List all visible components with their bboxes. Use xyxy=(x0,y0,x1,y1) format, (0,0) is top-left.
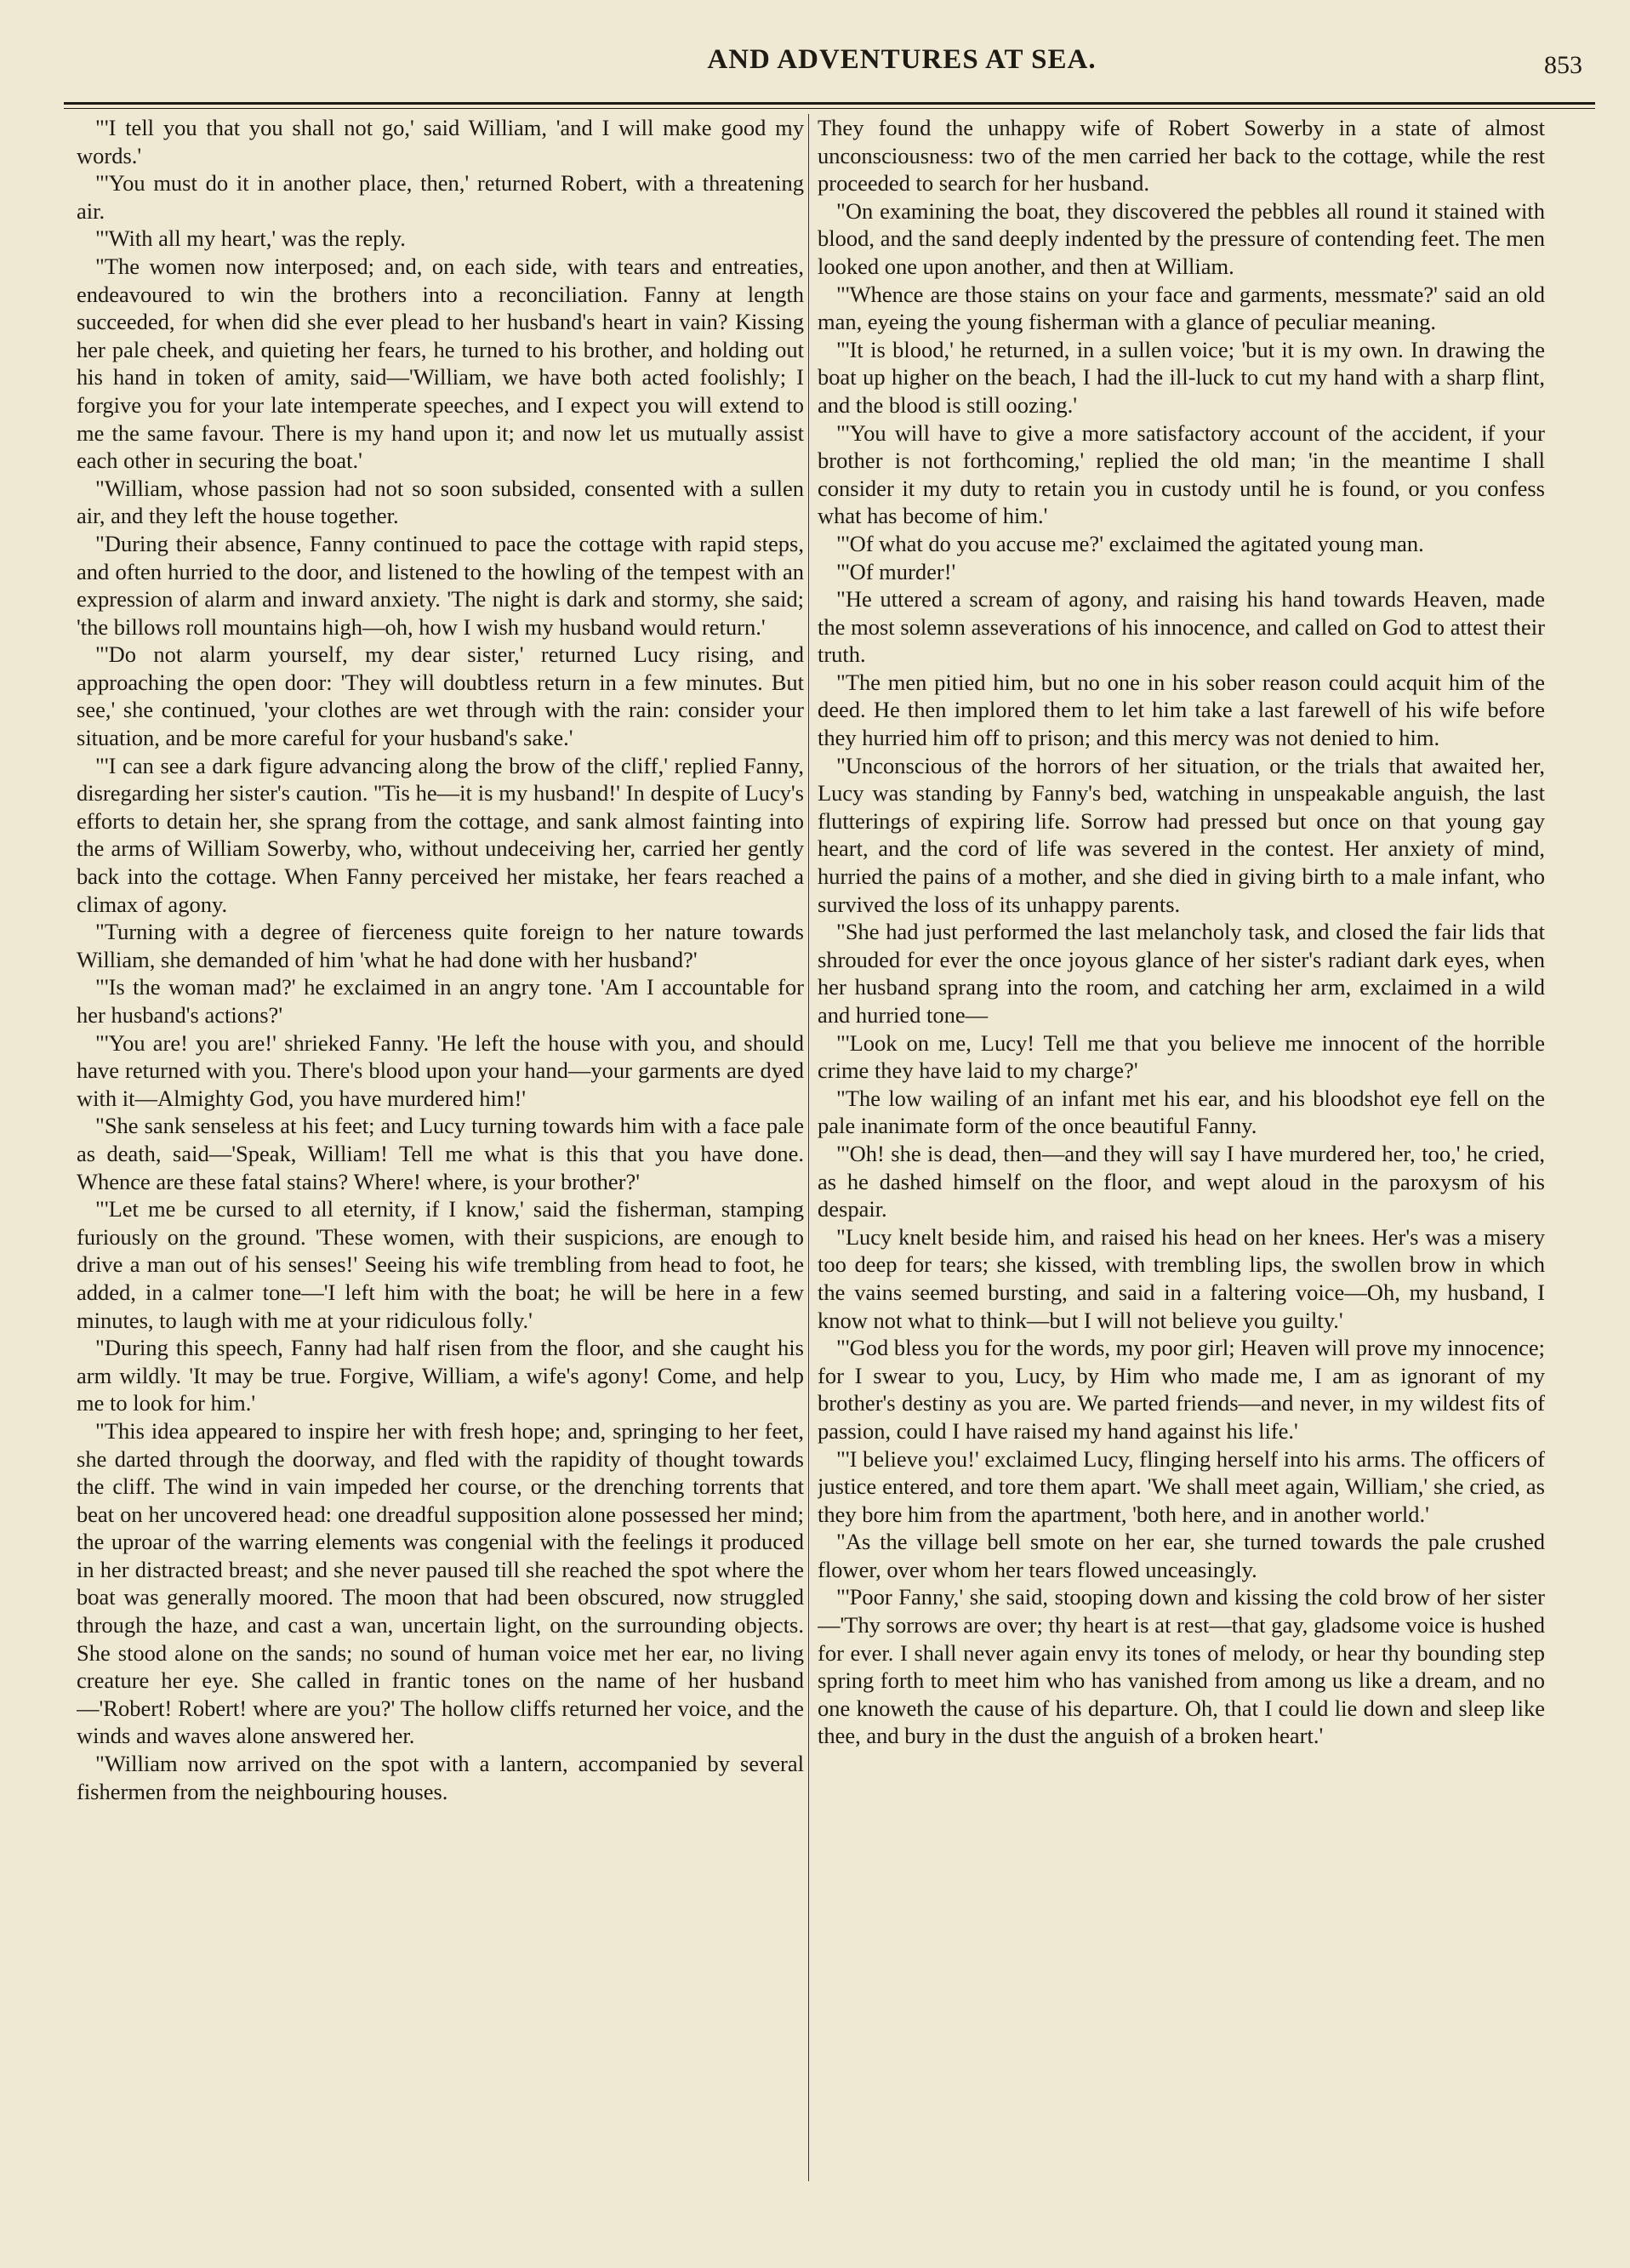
paragraph: "'Whence are those stains on your face and garments, messmate?' said an old man, eyeing the young fisherman with a glance of peculiar meaning. xyxy=(818,281,1545,335)
paragraph: "'Let me be cursed to all eternity, if I know,' said the fisherman, stamping furiously on the ground. 'These women, with their suspicions, are enough to drive a man out of his senses!' Seeing his wife trembling from head to foot, he added, in a calmer tone—'I left him with the boat; he will be here in a few minutes, to laugh with me at your ridiculous folly.' xyxy=(77,1196,804,1333)
column-divider xyxy=(808,114,809,2181)
paragraph: "During their absence, Fanny continued to pace the cottage with rapid steps, and often hurried to the door, and listened to the howling of the tempest with an expression of alarm and inward anxiety. 'The night is dark and stormy, she said; 'the billows roll mountains high—oh, how I wish my husband would return.' xyxy=(77,530,804,640)
paragraph: "On examining the boat, they discovered the pebbles all round it stained with blood, and the sand deeply indented by the pressure of contending feet. The men looked one upon another, and then at William. xyxy=(818,197,1545,279)
paragraph: "'Of murder!' xyxy=(836,558,956,584)
paragraph: "'Poor Fanny,' she said, stooping down and kissing the cold brow of her sister—'Thy sorrows are over; thy heart is at rest—that gay, gladsome voice is hushed for ever. I shall never again envy its tones of melody, or hear thy bounding step spring forth to meet him who has vanished from among us like a dream, and no one knoweth the cause of his departure. Oh, that I could lie down and sleep like thee, and bury in the dust the anguish of a broken heart.' xyxy=(818,1584,1545,1749)
paragraph: "'Is the woman mad?' he exclaimed in an angry tone. 'Am I accountable for her husband's actions?' xyxy=(77,974,804,1028)
paragraph: "'Look on me, Lucy! Tell me that you believe me innocent of the horrible crime they have laid to my charge?' xyxy=(818,1029,1545,1084)
paragraph: "'You are! you are!' shrieked Fanny. 'He left the house with you, and should have returned with you. There's blood upon your hand—your garments are dyed with it—Almighty God, you have murdered him!' xyxy=(77,1029,804,1111)
paragraph: "Unconscious of the horrors of her situation, or the trials that awaited her, Lucy was standing by Fanny's bed, watching in unspeakable anguish, the last flutterings of expiring life. Sorrow had pressed but once on that young gay heart, and the cord of life was severed in the contest. Her anxiety of mind, hurried the pains of a mother, and she died in giving birth to a male infant, who survived the loss of its unhappy parents. xyxy=(818,752,1545,917)
header-rule xyxy=(64,102,1595,105)
paragraph: They found the unhappy wife of Robert Sowerby in a state of almost unconsciousness: two of the men carried her back to the cottage, while the rest proceeded to search for her husband. xyxy=(818,115,1545,197)
page-number: 853 xyxy=(1544,51,1582,79)
paragraph: "The men pitied him, but no one in his sober reason could acquit him of the deed. He then implored them to let him take a last farewell of his wife before they hurried him off to prison; and this mercy was not denied to him. xyxy=(818,669,1545,751)
left-column xyxy=(77,114,804,2224)
paragraph: "'God bless you for the words, my poor girl; Heaven will prove my innocence; for I swear to you, Lucy, by Him who made me, I am as ignorant of my brother's destiny as you are. We parted friends—and never, in my wildest fits of passion, could I have raised my hand against his life.' xyxy=(818,1335,1545,1444)
paragraph: "'I tell you that you shall not go,' said William, 'and I will make good my words.' xyxy=(77,115,804,168)
header-rule-thin xyxy=(64,108,1595,109)
paragraph: "She had just performed the last melancholy task, and closed the fair lids that shrouded for ever the once joyous glance of her sister's radiant dark eyes, when her husband sprang into the room, and catching her arm, exclaimed in a wild and hurried tone— xyxy=(818,919,1545,1028)
paragraph: "He uttered a scream of agony, and raising his hand towards Heaven, made the most solemn asseverations of his innocence, and called on God to attest their truth. xyxy=(818,586,1545,668)
paragraph: "This idea appeared to inspire her with fresh hope; and, springing to her feet, she darted through the doorway, and fled with the rapidity of thought towards the cliff. The wind in vain impeded her course, or the drenching torrents that beat on her uncovered head: one dreadful supposition alone possessed her mind; the uproar of the warring elements was congenial with the feelings it produced in her distracted breast; and she never paused till she reached the spot where the boat was generally moored. The moon that had been obscured, now struggled through the haze, and cast a wan, uncertain light, on the surrounding objects. She stood alone on the sands; no sound of human voice met her ear, no living creature her eye. She called in frantic tones on the name of her husband—'Robert! Robert! where are you?' The hollow cliffs returned her voice, and the winds and waves alone answered her. xyxy=(77,1417,804,1749)
paragraph: "'I believe you!' exclaimed Lucy, flinging herself into his arms. The officers of justice entered, and tore them apart. 'We shall meet again, William,' she cried, as they bore him from the apartment, 'both here, and in another world.' xyxy=(818,1445,1545,1527)
paragraph: "William, whose passion had not so soon subsided, consented with a sullen air, and they left the house together. xyxy=(77,475,804,529)
paragraph: "'With all my heart,' was the reply. xyxy=(95,225,406,252)
running-title: AND ADVENTURES AT SEA. xyxy=(707,44,1097,75)
paragraph: "The low wailing of an infant met his ear, and his bloodshot eye fell on the pale inanimate form of the once beautiful Fanny. xyxy=(818,1085,1545,1139)
paragraph: "'You must do it in another place, then,' returned Robert, with a threatening air. xyxy=(77,170,804,224)
page-header xyxy=(77,44,1591,95)
paragraph: "As the village bell smote on her ear, she turned towards the pale crushed flower, over whom her tears flowed unceasingly. xyxy=(818,1529,1545,1582)
paragraph: "William now arrived on the spot with a lantern, accompanied by several fishermen from the neighbouring houses. xyxy=(77,1751,804,1804)
right-column xyxy=(818,114,1545,2224)
paragraph: "The women now interposed; and, on each side, with tears and entreaties, endeavoured to win the brothers into a reconciliation. Fanny at length succeeded, for when did she ever plead to her husband's heart in vain? Kissing her pale cheek, and quieting her fears, he turned to his brother, and holding out his hand in token of amity, said—'William, we have both acted foolishly; I forgive you for your late intemperate speeches, and I expect you will extend to me the same favour. There is my hand upon it; and now let us mutually assist each other in securing the boat.' xyxy=(77,253,804,474)
paragraph: "'I can see a dark figure advancing along the brow of the cliff,' replied Fanny, disregarding her sister's caution. ''Tis he—it is my husband!' In despite of Lucy's efforts to detain her, she sprang from the cottage, and sank almost fainting into the arms of William Sowerby, who, without undeceiving her, carried her gently back into the cottage. When Fanny perceived her mistake, her fears reached a climax of agony. xyxy=(77,752,804,917)
paragraph: "During this speech, Fanny had half risen from the floor, and she caught his arm wildly. 'It may be true. Forgive, William, a wife's agony! Come, and help me to look for him.' xyxy=(77,1335,804,1416)
paragraph: "She sank senseless at his feet; and Lucy turning towards him with a face pale as death, said—'Speak, William! Tell me what is this that you have done. Whence are these fatal stains? Where! where, is your brother?' xyxy=(77,1113,804,1194)
paragraph: "Lucy knelt beside him, and raised his head on her knees. Her's was a misery too deep for tears; she kissed, with trembling lips, the swollen brow in which the vains seemed bursting, and said in a faltering voice—Oh, my husband, I know not what to think—but I will not believe you guilty.' xyxy=(818,1223,1545,1333)
paragraph: "'You will have to give a more satisfactory account of the accident, if your brother is not forthcoming,' replied the old man; 'in the meantime I shall consider it my duty to retain you in custody until he is found, or you confess what has become of him.' xyxy=(818,419,1545,529)
paragraph: "'Of what do you accuse me?' exclaimed the agitated young man. xyxy=(836,530,1424,556)
paragraph: "'Oh! she is dead, then—and they will say I have murdered her, too,' he cried, as he dashed himself on the floor, and wept aloud in the paroxysm of his despair. xyxy=(818,1140,1545,1222)
paragraph: "'Do not alarm yourself, my dear sister,' returned Lucy rising, and approaching the open door: 'They will doubtless return in a few minutes. But see,' she continued, 'your clothes are wet through with the rain: consider your situation, and be more careful for your husband's sake.' xyxy=(77,641,804,751)
paragraph: "'It is blood,' he returned, in a sullen voice; 'but it is my own. In drawing the boat up higher on the beach, I had the ill-luck to cut my hand with a sharp flint, and the blood is still oozing.' xyxy=(818,336,1545,418)
paragraph: "Turning with a degree of fierceness quite foreign to her nature towards William, she demanded of him 'what he had done with her husband?' xyxy=(77,919,804,972)
